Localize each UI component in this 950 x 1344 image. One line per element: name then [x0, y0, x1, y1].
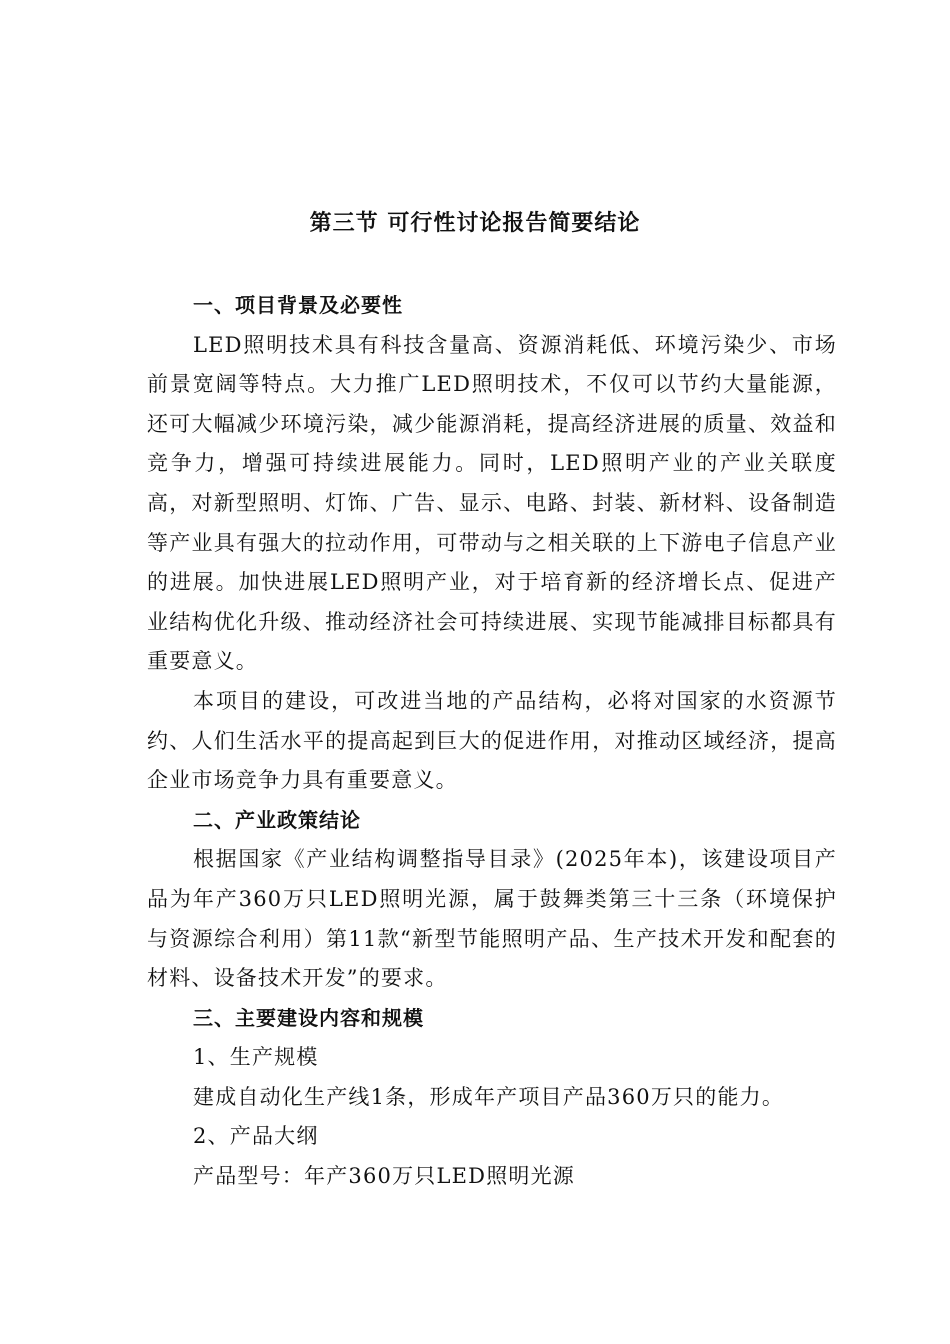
paragraph-background-2: 本项目的建设，可改进当地的产品结构，必将对国家的水资源节约、人们生活水平的提高起到巨大的促进作用，对推动区域经济，提高企业市场竞争力具有重要意义。 [147, 688, 837, 793]
heading-construction: 三、主要建设内容和规模 [193, 1005, 424, 1030]
section-title: 第三节 可行性讨论报告简要结论 [309, 211, 641, 236]
list-item-outline-label: 2、产品大纲 [193, 1124, 319, 1149]
heading-policy: 二、产业政策结论 [193, 807, 361, 832]
heading-background: 一、项目背景及必要性 [193, 293, 403, 317]
paragraph-policy: 根据国家《产业结构调整指导目录》(2025年本)，该建设项目产品为年产360万只LED照明光源，属于鼓舞类第三十三条（环境保护与资源综合利用）第11款“新型节能照明产品、生产技术开发和配套的材料、设备技术开发”的要求。 [147, 847, 837, 991]
list-item-product-model: 产品型号：年产360万只LED照明光源 [193, 1164, 575, 1189]
list-item-scale-label: 1、生产规模 [193, 1045, 319, 1070]
paragraph-background-1: LED照明技术具有科技含量高、资源消耗低、环境污染少、市场前景宽阔等特点。大力推广LED照明技术，不仅可以节约大量能源，还可大幅减少环境污染，减少能源消耗，提高经济进展的质量、效益和竞争力，增强可持续进展能力。同时，LED照明产业的产业关联度高，对新型照明、灯饰、广告、显示、电路、封装、新材料、设备制造等产业具有强大的拉动作用，可带动与之相关联的上下游电子信息产业的进展。加快进展LED照明产业，对于培育新的经济增长点、促进产业结构优化升级、推动经济社会可持续进展、实现节能减排目标都具有重要意义。 [147, 332, 837, 674]
document-body [147, 286, 837, 1197]
list-item-scale-text: 建成自动化生产线1条，形成年产项目产品360万只的能力。 [193, 1084, 785, 1109]
